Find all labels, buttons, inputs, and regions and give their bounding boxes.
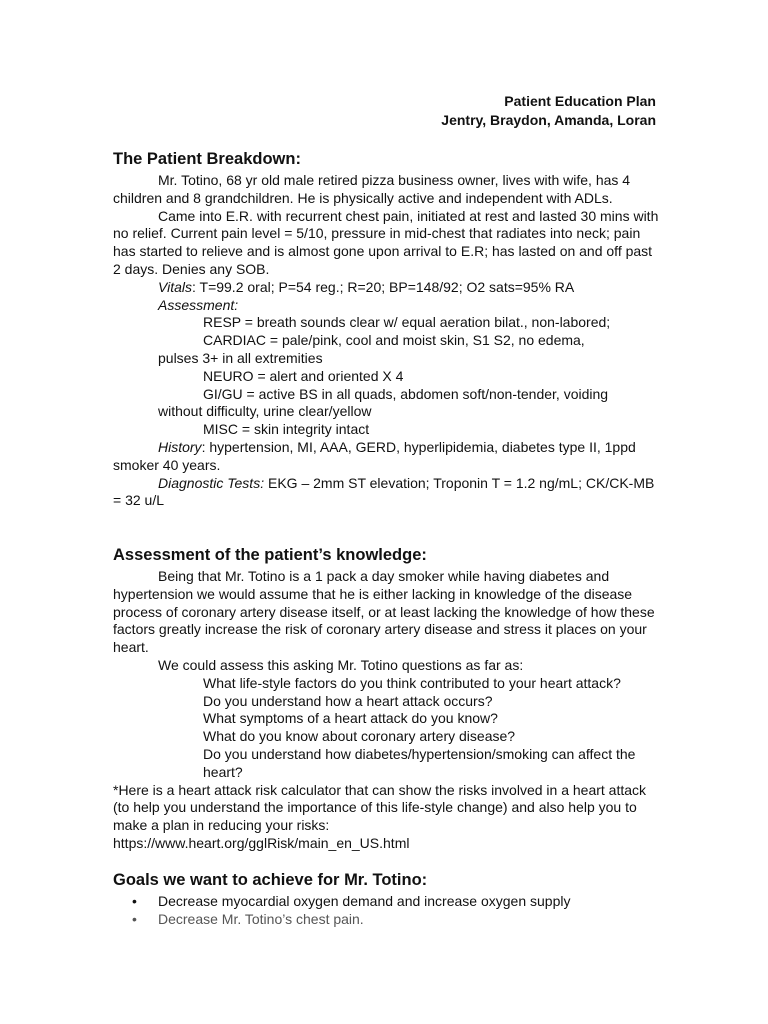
vitals-text: : T=99.2 oral; P=54 reg.; R=20; BP=148/92; O2 sats=95% RA	[191, 278, 575, 295]
diagnostic-label: Diagnostic Tests:	[158, 474, 265, 491]
risk-calculator-note: *Here is a heart attack risk calculator that can show the risks involved in a heart attack (to help you understand the importance of this life-style change) and also help you to make a plan in reducing your risks:	[113, 781, 647, 834]
goal-item: • Decrease myocardial oxygen demand and increase oxygen supply	[158, 893, 661, 911]
assessment-colon: :	[234, 296, 239, 313]
knowledge-heading: Assessment of the patient’s knowledge:	[113, 546, 427, 564]
patient-breakdown-section	[113, 148, 661, 510]
patient-intro-paragraph: Mr. Totino, 68 yr old male retired pizza business owner, lives with wife, has 4 children and 8 grandchildren. He is physically active and independent with ADLs.	[113, 172, 631, 206]
cardiac-line: CARDIAC = pale/pink, cool and moist skin, S1 S2, no edema,	[203, 332, 585, 349]
history-line	[113, 439, 661, 475]
document-authors: Jentry, Braydon, Amanda, Loran	[441, 112, 656, 128]
question-item: Do you understand how diabetes/hypertension/smoking can affect the heart?	[203, 745, 636, 780]
presenting-complaint-paragraph: Came into E.R. with recurrent chest pain, initiated at rest and lasted 30 mins with no relief. Current pain level = 5/10, pressure in mid-chest that radiates into neck; pain has started to relieve and is almost gone upon arrival to E.R; has lasted on and off past 2 days. Denies any SOB.	[113, 207, 659, 277]
goals-section	[113, 869, 661, 929]
question-list	[113, 675, 661, 782]
question-item: What life-style factors do you think contributed to your heart attack?	[203, 674, 621, 691]
patient-breakdown-heading: The Patient Breakdown:	[113, 150, 301, 168]
gigu-line-cont: without difficulty, urine clear/yellow	[158, 403, 372, 420]
document-header	[441, 92, 656, 130]
goals-heading: Goals we want to achieve for Mr. Totino:	[113, 871, 428, 889]
knowledge-paragraph: Being that Mr. Totino is a 1 pack a day smoker while having diabetes and hypertension we would assume that he is either lacking in knowledge of the disease process of coronary artery disease itself, or at least lacking the knowledge of how these factors greatly increase the risk of coronary artery disease and stress it places on your heart.	[113, 568, 655, 656]
goal-item: • Decrease Mr. Totino’s chest pain.	[158, 911, 661, 929]
history-label: History	[158, 438, 202, 455]
question-item: Do you understand how a heart attack occurs?	[203, 692, 493, 709]
knowledge-section	[113, 544, 661, 853]
vitals-label: Vitals	[158, 278, 192, 295]
vitals-line	[113, 279, 661, 297]
goals-list	[113, 893, 661, 929]
document-title: Patient Education Plan	[504, 93, 656, 109]
assessment-line	[113, 297, 661, 315]
question-item: What do you know about coronary artery disease?	[203, 728, 516, 745]
misc-line: MISC = skin integrity intact	[203, 421, 370, 438]
diagnostic-line	[113, 475, 661, 511]
cardiac-line-cont: pulses 3+ in all extremities	[158, 349, 323, 366]
gigu-line: GI/GU = active BS in all quads, abdomen soft/non-tender, voiding	[203, 385, 609, 402]
assessment-label: Assessment	[158, 296, 235, 313]
risk-calculator-link[interactable]: https://www.heart.org/gglRisk/main_en_US.html	[113, 834, 410, 851]
resp-line: RESP = breath sounds clear w/ equal aeration bilat., non-labored;	[203, 314, 611, 331]
history-text: : hypertension, MI, AAA, GERD, hyperlipidemia, diabetes type II, 1ppd smoker 40 years.	[113, 438, 636, 473]
questions-intro: We could assess this asking Mr. Totino questions as far as:	[158, 656, 524, 673]
question-item: What symptoms of a heart attack do you know?	[203, 710, 498, 727]
diagnostic-text: EKG – 2mm ST elevation; Troponin T = 1.2 ng/mL; CK/CK-MB = 32 u/L	[113, 474, 655, 509]
neuro-line: NEURO = alert and oriented X 4	[203, 367, 404, 384]
